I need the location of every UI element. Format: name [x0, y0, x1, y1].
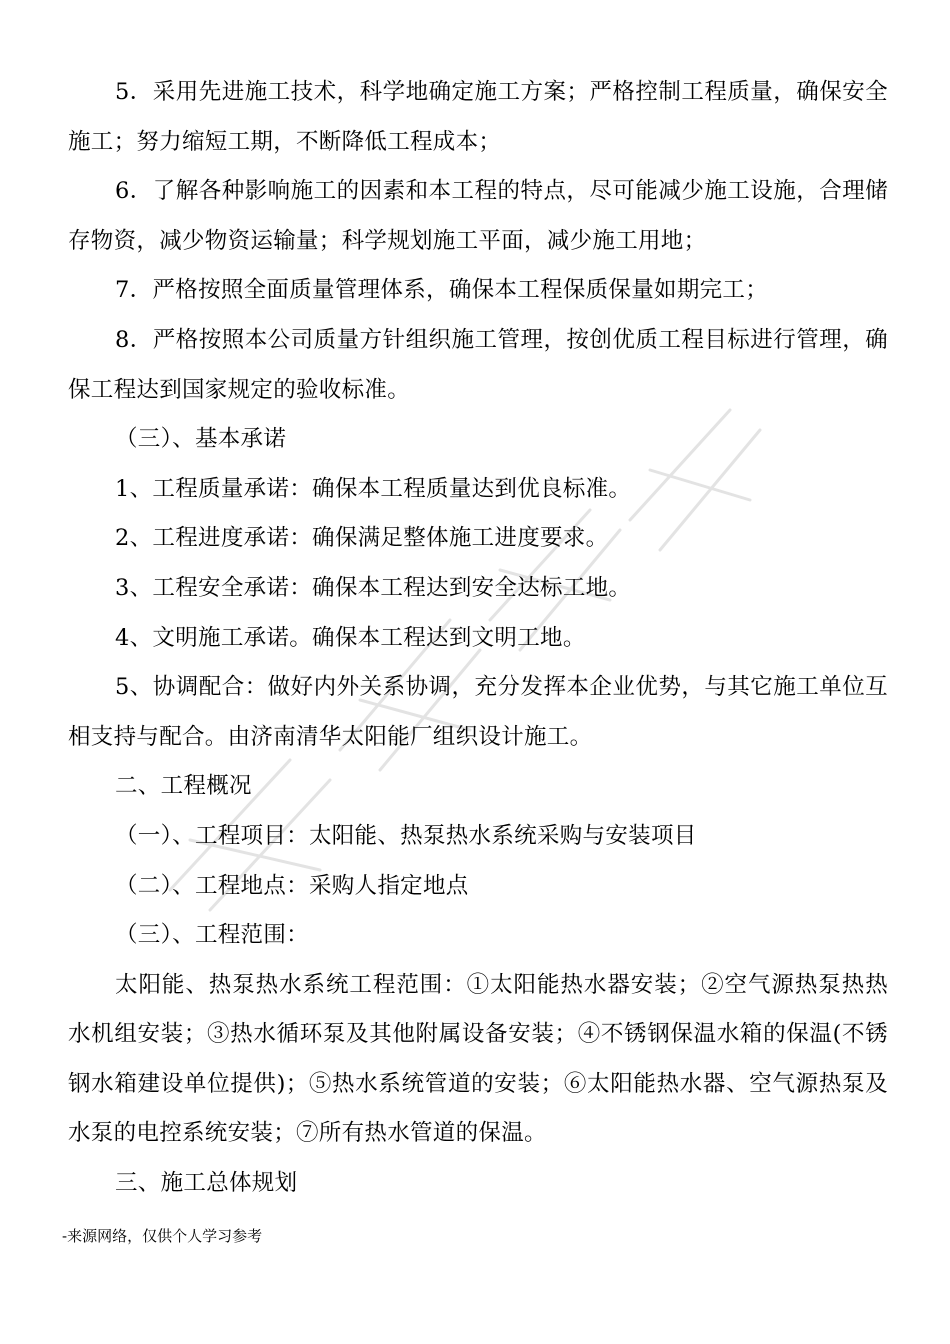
commitment-safety: 3、工程安全承诺：确保本工程达到安全达标工地。: [115, 574, 632, 601]
footer-note: -来源网络，仅供个人学习参考: [62, 1227, 263, 1245]
section-heading-basic-commitments: （三）、基本承诺: [115, 426, 287, 453]
section-heading-overall-planning: 三、施工总体规划: [115, 1170, 298, 1197]
commitment-quality: 1、工程质量承诺：确保本工程质量达到优良标准。: [115, 475, 632, 502]
section-heading-project-overview: 二、工程概况: [115, 773, 252, 800]
document-body: [68, 68, 888, 1209]
project-location: （二）、工程地点：采购人指定地点: [115, 872, 469, 899]
paragraph-item-5: 5．采用先进施工技术，科学地确定施工方案；严格控制工程质量，确保安全施工；努力缩短工期，不断降低工程成本；: [68, 79, 888, 155]
paragraph-item-8: 8．严格按照本公司质量方针组织施工管理，按创优质工程目标进行管理，确保工程达到国家规定的验收标准。: [68, 326, 888, 403]
paragraph-item-6: 6．了解各种影响施工的因素和本工程的特点，尽可能减少施工设施，合理储存物资，减少物资运输量；科学规划施工平面，减少施工用地；: [68, 178, 888, 254]
commitment-schedule: 2、工程进度承诺：确保满足整体施工进度要求。: [115, 525, 609, 552]
paragraph-item-7: 7．严格按照全面质量管理体系，确保本工程保质保量如期完工；: [115, 277, 769, 304]
project-scope-heading: （三）、工程范围：: [115, 922, 309, 949]
project-scope-detail: 太阳能、热泵热水系统工程范围：①太阳能热水器安装；②空气源热泵热热水机组安装；③热水循环泵及其他附属设备安装；④不锈钢保温水箱的保温(不锈钢水箱建设单位提供)；⑤热水系统管道的安装；⑥太阳能热水器、空气源热泵及水泵的电控系统安装；⑦所有热水管道的保温。: [68, 971, 888, 1147]
commitment-coordination: 5、协调配合：做好内外关系协调，充分发挥本企业优势，与其它施工单位互相支持与配合。由济南清华太阳能厂组织设计施工。: [68, 674, 888, 750]
project-name: （一）、工程项目：太阳能、热泵热水系统采购与安装项目: [115, 822, 697, 849]
commitment-civilized: 4、文明施工承诺。确保本工程达到文明工地。: [115, 624, 586, 651]
